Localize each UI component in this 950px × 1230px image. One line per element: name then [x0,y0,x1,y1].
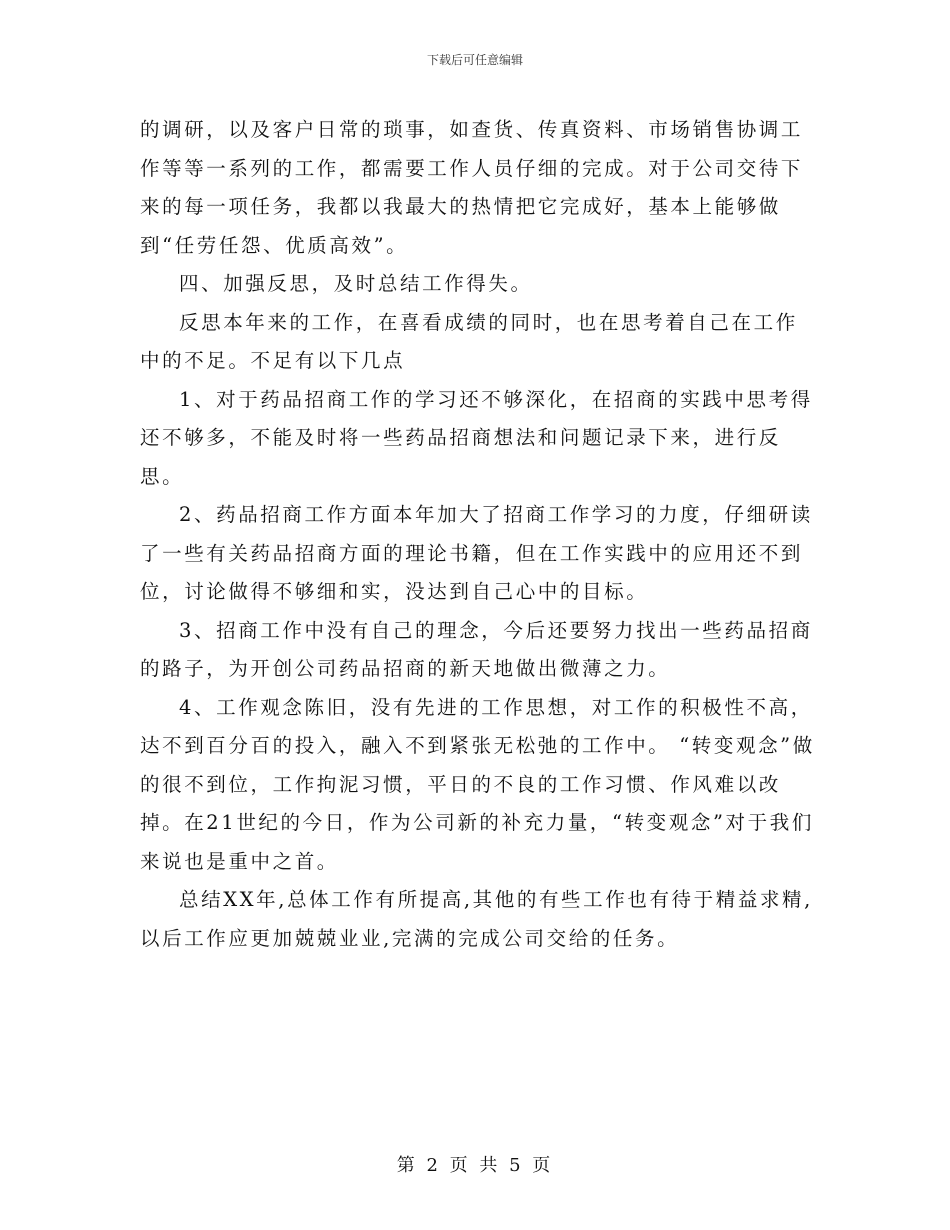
paragraph-continued: 的调研，以及客户日常的琐事，如查货、传真资料、市场销售协调工作等等一系列的工作，都需要工作人员仔细的完成。对于公司交待下来的每一项任务，我都以我最大的热情把它完成好，基本上能够做到“任劳任怨、优质高效”。 [140,118,804,257]
document-body [140,111,816,958]
paragraph-summary: 总结XX年,总体工作有所提高,其他的有些工作也有待于精益求精,以后工作应更加兢兢业业,完满的完成公司交给的任务。 [140,888,813,950]
page-header: 下载后可任意编辑 [426,53,523,67]
list-item: 1、对于药品招商工作的学习还不够深化，在招商的实践中思考得还不够多，不能及时将一些药品招商想法和问题记录下来，进行反思。 [140,387,813,488]
section-heading: 四、加强反思，及时总结工作得失。 [179,272,533,295]
page-number: 第 2 页 共 5 页 [396,1155,554,1176]
paragraph: 反思本年来的工作，在喜看成绩的同时，也在思考着自己在工作中的不足。不足有以下几点 [140,310,798,372]
list-item: 3、招商工作中没有自己的理念，今后还要努力找出一些药品招商的路子，为开创公司药品招商的新天地做出微薄之力。 [140,618,813,680]
list-item: 2、药品招商工作方面本年加大了招商工作学习的力度，仔细研读了一些有关药品招商方面的理论书籍，但在工作实践中的应用还不到位，讨论做得不够细和实，没达到自己心中的目标。 [140,503,813,603]
list-item: 4、工作观念陈旧，没有先进的工作思想，对工作的积极性不高，达不到百分百的投入，融入不到紧张无松弛的工作中。 “转变观念”做的很不到位，工作拘泥习惯，平日的不良的工作习惯、作风难以改掉。在21世纪的今日，作为公司新的补充力量，“转变观念”对于我们来说也是重中之首。 [140,695,815,873]
